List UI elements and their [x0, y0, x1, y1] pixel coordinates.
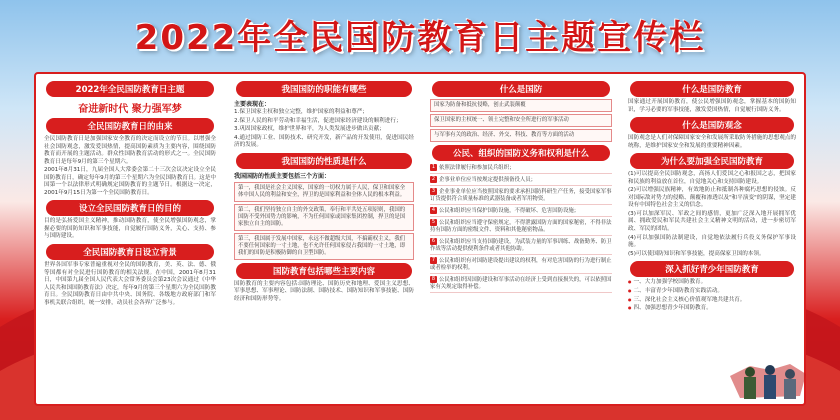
rights-text: 企事业单位应当按规定提供预备役人员；	[439, 177, 537, 184]
soldier-head	[745, 367, 755, 377]
soldier-head	[785, 369, 795, 379]
number-badge: 7	[431, 257, 436, 264]
nature-bar: 我国国防的性质是什么	[236, 153, 412, 169]
duties-heading: 主要表现在：	[234, 101, 271, 108]
soldier-head	[765, 365, 775, 375]
rights-item	[430, 175, 612, 186]
defense-item: 保卫国家的主权统一、领土完整和安全所进行的军事活动	[430, 114, 612, 127]
rights-item	[430, 206, 612, 217]
concept-bar: 什么是国防观念	[630, 117, 794, 133]
number-badge: 3	[431, 188, 436, 195]
soldier-body	[744, 377, 756, 399]
education-paragraph: 国家通过开展国防教育，使公民增强国防观念，掌握基本的国防知识，学习必要的军事技能，激发爱国热情，自觉履行国防义务。	[628, 99, 796, 113]
number-badge: 4	[431, 207, 436, 214]
rights-item	[430, 218, 612, 236]
rights-text: 公民和组织应当保护国防设施，不得破坏、危害国防设施；	[439, 208, 580, 215]
column-3	[426, 78, 616, 400]
concept-paragraph: 国防观念是人们对保障国家安全和发展所采取防务措施的思想观点的统称，是维护国家安全和发展的重要精神因素。	[628, 135, 796, 149]
duties-item: 2.保卫人民的和平劳动和幸福生活，促进国家经济建设的顺利进行；	[234, 117, 402, 124]
nature-item: 第二，我们坚持独立自主的外交政策，奉行和平共处五项原则，我国的国防不受外国势力的影响，不为任何国家或国家集团控制，捍卫的是国家独立自主的国防。	[234, 204, 414, 231]
number-badge: 1	[431, 164, 436, 171]
rights-text: 公民和组织因国防建设和军事活动在经济上受到直接损失的，可以依照国家有关规定取得补偿。	[430, 277, 612, 291]
poster-title: 2022年全民国防教育日主题宣传栏	[134, 18, 706, 58]
soldier-body	[764, 375, 776, 399]
rights-text: 公民和组织应当支持国防建设，为武装力量的军事训练、战备勤务、防卫作战等活动提供便利条件或者其他协助。	[430, 239, 612, 253]
background-paragraph: 世界各国军事专家普遍重视对全民的国防教育，美、英、法、德、俄等国都有对全民进行国防教育的相关法规。在中国，2001年8月31日，中国第九届全国人民代表大会常务委员会第23次会议通过《中华人民共和国国防教育法》决定，每年9月的第三个星期六为全民国防教育日。全民国防教育日由中共中央、国务院、各级地方政府部门和军事机关联合组织，统一安排，动员社会各界广泛参与。	[44, 262, 216, 306]
number-badge: 6	[431, 238, 436, 245]
nature-heading: 我国国防的性质主要包括三个方面：	[234, 172, 331, 180]
what-is-defense-bar: 什么是国防	[432, 81, 610, 97]
youth-bar: 深入抓好青少年国防教育	[630, 261, 794, 277]
column-2	[230, 78, 418, 400]
youth-item: ● 三、深化社会主义核心价值观军地共建共育。	[628, 297, 796, 305]
number-badge: 5	[431, 219, 436, 226]
rights-text: 企业事业单位应当按照国家的要求承担国防科研生产任务，接受国家军事订货提供符合质量标准的武器装备或者军用物资。	[430, 189, 612, 203]
content-paragraph: 国防教育的主要内容包括:国防理论、国防历史和地理、爱国主义思想、军事思想、军事理论、国防法制、国防技术、国防知识和军事技能、国防经济和国防形势等。	[234, 280, 414, 302]
duties-item: 4.通过国防工业、国防技术、研究开发，新产品的开发使用，促进国民经济的发展。	[234, 134, 414, 149]
purpose-paragraph: 目的是弘扬爱国主义精神，推动国防教育，使全民增强国防观念，掌握必要的国防知识和军事技能，自觉履行国防义务，关心、支持、参与国防建设。	[44, 218, 216, 240]
defense-item: 国家为防备和抵抗侵略，创止武装颠覆	[430, 99, 612, 112]
origin-paragraph-1: 全民国防教育日是加强国家安全教育的决定而设立的节日。以增强全社会国防观念，激发爱国热情，提高国防素质为主要内容，围绕国防教育而开展的主题活动。群众性国防教育活动的形式之一。全民国防教育日是每年9月的第三个星期六。	[44, 136, 216, 165]
rights-bar: 公民、组织的国防义务和权利是什么	[432, 145, 610, 161]
number-badge: 8	[431, 276, 436, 283]
youth-item: ● 二、丰富青少年国防教育实践活动。	[628, 288, 796, 296]
why-item: (3)可以加深军民、军政之间的感情，更加广泛深入地开展拥军优属、拥政爱民和军民共建社会主义精神文明的活动，进一步密切军政、军民的团结。	[628, 210, 796, 233]
rights-item	[430, 187, 612, 205]
why-item: (2)可以增强民族精神，有效地防止和抵制各种腐朽思想的侵蚀。反对国际敌对势力的侵略、颠覆和渗透以及"和平演变"的阴谋，坚定建设有中国特色社会主义的信念。	[628, 187, 796, 209]
why-item: (4)可以加强国防法制建设，自觉地依法履行兵役义务保护军事设施。	[628, 234, 796, 249]
origin-bar: 全民国防教育日的由来	[46, 118, 214, 134]
number-badge: 2	[431, 176, 436, 183]
rights-text: 公民和组织应当遵守保密规定，不得泄露国防方面的国家秘密，不得非法持有国防方面的密级文件、资料和其他秘密物品。	[430, 220, 612, 234]
soldier-body	[784, 379, 796, 399]
why-item: (5)可以使国防知识和军事技能，提高保家卫国的本领。	[628, 250, 765, 257]
purpose-bar: 设立全民国防教育日的目的	[46, 200, 214, 216]
rights-text: 依照法律履行和参加民兵组织；	[439, 165, 515, 172]
why-bar: 为什么要加强全民国防教育	[630, 153, 794, 169]
duties-item: 1.保卫国家主权和独立完整，维护国家的利益和尊严；	[234, 109, 368, 115]
column-1	[40, 78, 220, 400]
rights-text: 公民和组织有对国防建设提出建议的权利，有对危害国防的行为进行制止或者检举的权利。	[430, 258, 612, 272]
soldiers-illustration	[720, 336, 810, 406]
duties-bar: 我国国防的职能有哪些	[236, 81, 412, 97]
nature-item: 第一，我国是社会主义国家，国家的一切权力属于人民，保卫和国家全体中国人民的利益和安全，捍卫的是国家利益和全体人民的根本利益。	[234, 182, 414, 202]
nature-item: 第三，我国属于发展中国家，永远不做超级大国，不搞霸权主义，我们不要任何国家的一寸土地，也不允许任何国家侵占我国的一寸土地，即我们的国防是积极防御的自卫型国防。	[234, 233, 414, 260]
rights-item	[430, 163, 612, 174]
content-bar: 国防教育包括哪些主要内容	[236, 263, 412, 279]
duties-item: 3.巩固国家政权，维护世界和平，为人类发展进步做出贡献；	[234, 126, 385, 133]
why-item: (1)可以提高全民国防观念，高扬人们爱国之心和报国之志，把国家和民族的利益放在首位，自觉地关心和支持国防建设。	[628, 171, 796, 185]
rights-item	[430, 237, 612, 255]
youth-item: ● 四、加强思想青少年国防教育。	[628, 305, 796, 313]
rights-item	[430, 275, 612, 293]
youth-item: ● 一、大力加强学校国防教育。	[628, 279, 796, 287]
education-bar: 什么是国防教育	[630, 81, 794, 97]
theme-bar: 2022年全民国防教育日主题	[46, 81, 214, 97]
slogan: 奋进新时代 聚力强军梦	[78, 104, 182, 115]
origin-paragraph-2: 2001年8月31日，九届全国人大常委会第二十三次会议决定设立全民国防教育日，确定每年9月的第三个星期六为全民国防教育日。这是中国第一个以法律形式明确规定国防教育的主题节日。根据这一决定，2001年9月15日为第一个全民国防教育日。	[44, 167, 216, 196]
rights-item	[430, 256, 612, 274]
background-bar: 全民国防教育日设立背景	[46, 244, 214, 260]
defense-item: 与军事有关的政治、经济、外交、科技、教育等方面的活动	[430, 129, 612, 142]
